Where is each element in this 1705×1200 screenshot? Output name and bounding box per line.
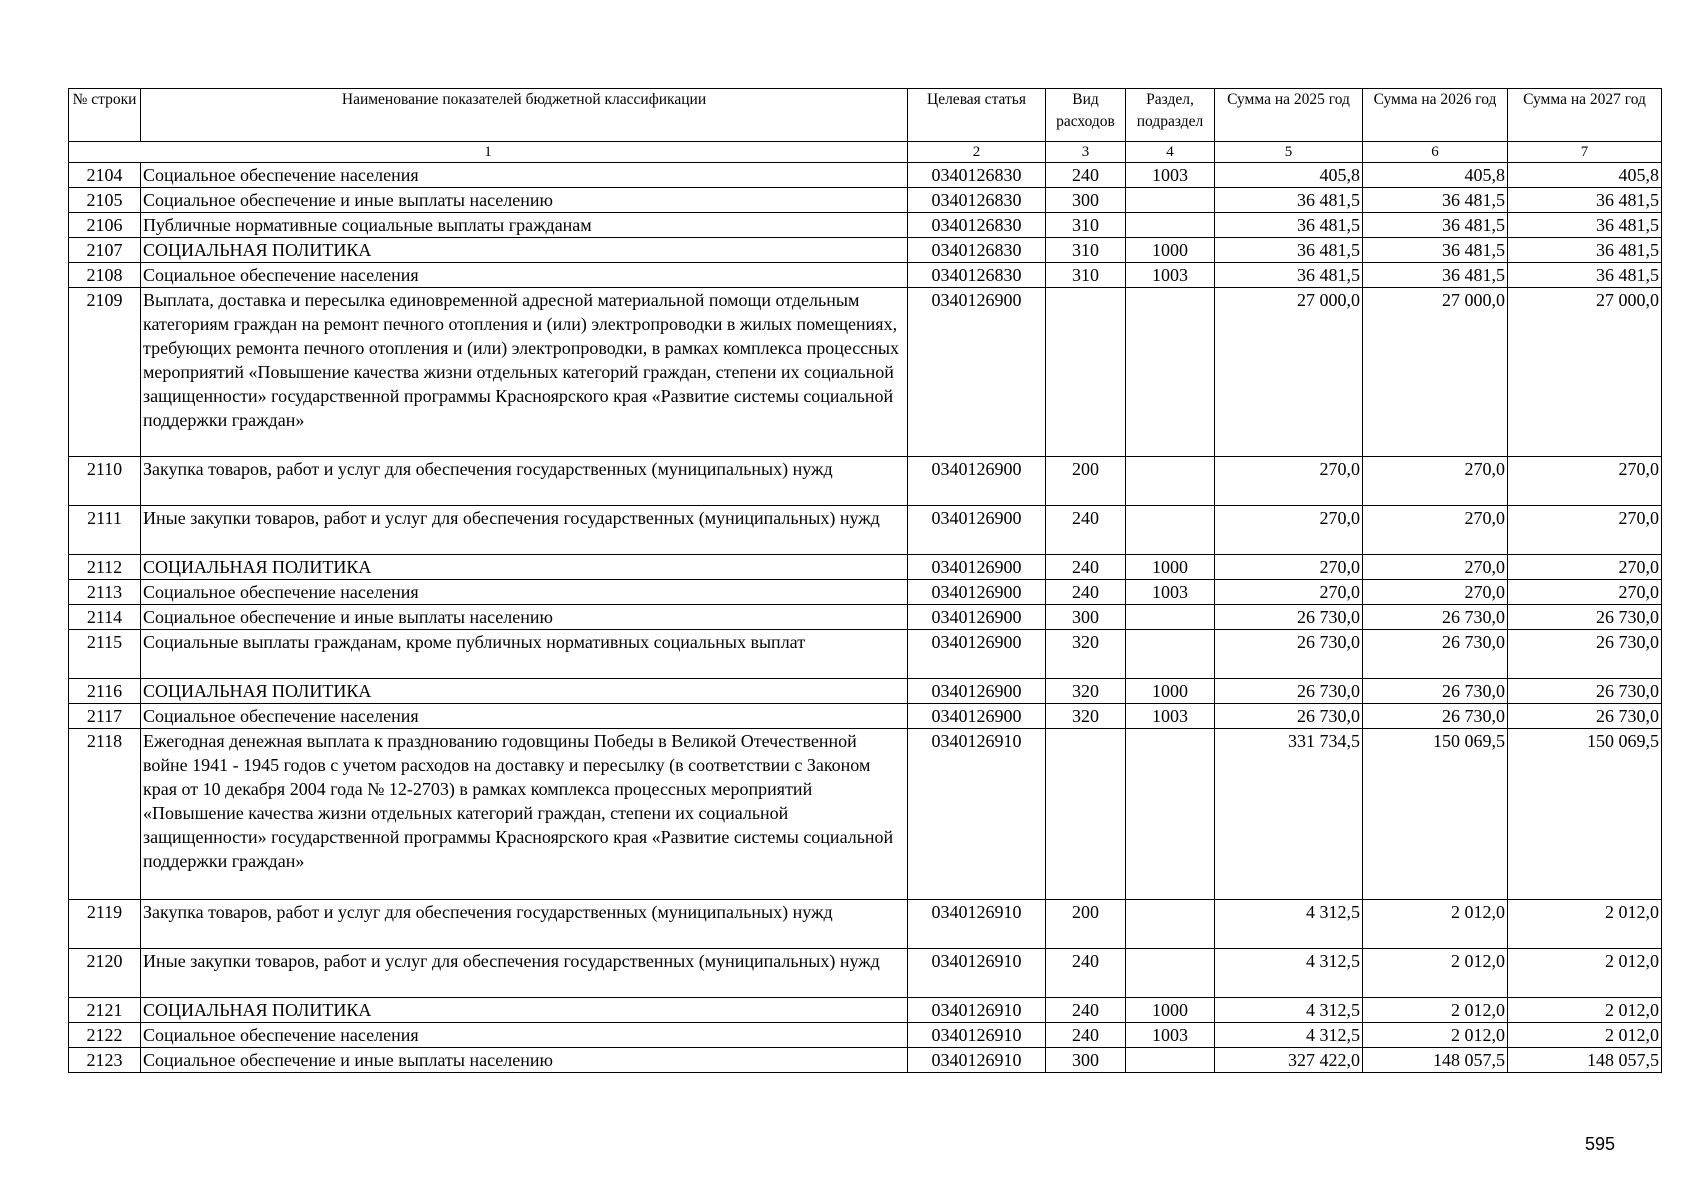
row-number: 2108 <box>69 263 141 288</box>
row-target-code: 0340126910 <box>908 1048 1046 1073</box>
row-sum-2027: 36 481,5 <box>1508 213 1662 238</box>
table-row <box>69 188 1662 213</box>
row-expense-type: 300 <box>1046 188 1126 213</box>
row-sum-2025: 36 481,5 <box>1215 213 1363 238</box>
header-name: Наименование показателей бюджетной классификации <box>141 89 908 142</box>
row-sum-2026: 26 730,0 <box>1363 605 1508 630</box>
header-expense-type: Вид расходов <box>1046 89 1126 142</box>
row-number: 2111 <box>69 506 141 555</box>
row-sum-2027: 2 012,0 <box>1508 1023 1662 1048</box>
row-section <box>1126 213 1215 238</box>
row-sum-2026: 270,0 <box>1363 580 1508 605</box>
row-expense-type: 200 <box>1046 900 1126 949</box>
row-sum-2025: 27 000,0 <box>1215 288 1363 457</box>
row-sum-2026: 270,0 <box>1363 457 1508 506</box>
row-sum-2026: 270,0 <box>1363 506 1508 555</box>
row-sum-2027: 36 481,5 <box>1508 188 1662 213</box>
row-name: Социальное обеспечение населения <box>141 580 908 605</box>
row-sum-2025: 270,0 <box>1215 457 1363 506</box>
row-expense-type: 300 <box>1046 1048 1126 1073</box>
row-section <box>1126 729 1215 900</box>
row-sum-2027: 148 057,5 <box>1508 1048 1662 1073</box>
column-number-1: 1 <box>69 142 908 163</box>
row-name: Закупка товаров, работ и услуг для обеспечения государственных (муниципальных) нужд <box>141 457 908 506</box>
table-row <box>69 729 1662 900</box>
row-name: Социальное обеспечение и иные выплаты населению <box>141 188 908 213</box>
row-target-code: 0340126900 <box>908 555 1046 580</box>
row-expense-type <box>1046 729 1126 900</box>
row-section: 1000 <box>1126 238 1215 263</box>
row-target-code: 0340126900 <box>908 457 1046 506</box>
row-target-code: 0340126910 <box>908 900 1046 949</box>
row-name: Иные закупки товаров, работ и услуг для обеспечения государственных (муниципальных) нужд <box>141 949 908 998</box>
row-section: 1000 <box>1126 998 1215 1023</box>
row-sum-2025: 270,0 <box>1215 506 1363 555</box>
column-number-3: 3 <box>1046 142 1126 163</box>
row-sum-2026: 270,0 <box>1363 555 1508 580</box>
row-expense-type: 240 <box>1046 555 1126 580</box>
row-sum-2027: 270,0 <box>1508 457 1662 506</box>
row-number: 2113 <box>69 580 141 605</box>
row-name: Иные закупки товаров, работ и услуг для обеспечения государственных (муниципальных) нужд <box>141 506 908 555</box>
row-expense-type: 300 <box>1046 605 1126 630</box>
row-section: 1003 <box>1126 1023 1215 1048</box>
row-sum-2027: 270,0 <box>1508 580 1662 605</box>
row-target-code: 0340126900 <box>908 605 1046 630</box>
column-number-2: 2 <box>908 142 1046 163</box>
row-section <box>1126 188 1215 213</box>
row-sum-2026: 27 000,0 <box>1363 288 1508 457</box>
row-name: Выплата, доставка и пересылка единовременной адресной материальной помощи отдельным категориям граждан на ремонт печного отопления и (или) электропроводки в жилых помещениях, требующих ремонта печного отопления и (или) электропроводки, в рамках комплекса процессных мероприятий «Повышение качества жизни отдельных категорий граждан, степени их социальной защищенности» государственной программы Красноярского края «Развитие системы социальной поддержки граждан» <box>141 288 908 457</box>
row-sum-2025: 4 312,5 <box>1215 949 1363 998</box>
row-sum-2027: 2 012,0 <box>1508 998 1662 1023</box>
row-number: 2107 <box>69 238 141 263</box>
row-sum-2025: 26 730,0 <box>1215 605 1363 630</box>
page-number: 595 <box>1585 1134 1616 1154</box>
row-expense-type: 310 <box>1046 213 1126 238</box>
row-target-code: 0340126910 <box>908 729 1046 900</box>
row-sum-2026: 36 481,5 <box>1363 188 1508 213</box>
row-name: Публичные нормативные социальные выплаты гражданам <box>141 213 908 238</box>
row-section: 1000 <box>1126 555 1215 580</box>
row-section: 1003 <box>1126 163 1215 188</box>
row-sum-2025: 4 312,5 <box>1215 1023 1363 1048</box>
row-sum-2027: 150 069,5 <box>1508 729 1662 900</box>
header-section: Раздел, подраздел <box>1126 89 1215 142</box>
budget-sheet <box>68 88 1661 1073</box>
row-target-code: 0340126910 <box>908 949 1046 998</box>
row-sum-2027: 26 730,0 <box>1508 679 1662 704</box>
row-sum-2025: 26 730,0 <box>1215 704 1363 729</box>
row-target-code: 0340126900 <box>908 506 1046 555</box>
table-row <box>69 238 1662 263</box>
row-number: 2110 <box>69 457 141 506</box>
row-sum-2026: 2 012,0 <box>1363 998 1508 1023</box>
row-target-code: 0340126900 <box>908 288 1046 457</box>
table-row <box>69 163 1662 188</box>
row-sum-2025: 327 422,0 <box>1215 1048 1363 1073</box>
row-target-code: 0340126900 <box>908 704 1046 729</box>
row-sum-2026: 36 481,5 <box>1363 213 1508 238</box>
row-name: СОЦИАЛЬНАЯ ПОЛИТИКА <box>141 998 908 1023</box>
row-sum-2026: 26 730,0 <box>1363 630 1508 679</box>
row-sum-2027: 270,0 <box>1508 506 1662 555</box>
row-name: СОЦИАЛЬНАЯ ПОЛИТИКА <box>141 679 908 704</box>
table-row <box>69 630 1662 679</box>
row-target-code: 0340126830 <box>908 188 1046 213</box>
row-sum-2026: 2 012,0 <box>1363 1023 1508 1048</box>
header-sum-2027: Сумма на 2027 год <box>1508 89 1662 142</box>
row-number: 2105 <box>69 188 141 213</box>
row-sum-2027: 2 012,0 <box>1508 949 1662 998</box>
row-expense-type: 240 <box>1046 1023 1126 1048</box>
row-sum-2025: 26 730,0 <box>1215 679 1363 704</box>
row-sum-2026: 36 481,5 <box>1363 263 1508 288</box>
row-name: Ежегодная денежная выплата к празднованию годовщины Победы в Великой Отечественной войне 1941 - 1945 годов с учетом расходов на доставку и пересылку (в соответствии с Законом края от 10 декабря 2004 года № 12-2703) в рамках комплекса процессных мероприятий «Повышение качества жизни отдельных категорий граждан, степени их социальной защищенности» государственной программы Красноярского края «Развитие системы социальной поддержки граждан» <box>141 729 908 900</box>
header-row-no: № строки <box>69 89 141 142</box>
row-expense-type: 240 <box>1046 506 1126 555</box>
row-expense-type: 310 <box>1046 238 1126 263</box>
budget-table <box>68 88 1662 1073</box>
row-section: 1003 <box>1126 704 1215 729</box>
row-sum-2026: 2 012,0 <box>1363 949 1508 998</box>
row-sum-2025: 36 481,5 <box>1215 238 1363 263</box>
row-sum-2026: 26 730,0 <box>1363 704 1508 729</box>
row-sum-2026: 405,8 <box>1363 163 1508 188</box>
row-target-code: 0340126900 <box>908 580 1046 605</box>
row-name: Закупка товаров, работ и услуг для обеспечения государственных (муниципальных) нужд <box>141 900 908 949</box>
row-sum-2026: 148 057,5 <box>1363 1048 1508 1073</box>
row-number: 2117 <box>69 704 141 729</box>
table-row <box>69 288 1662 457</box>
row-sum-2026: 36 481,5 <box>1363 238 1508 263</box>
row-sum-2027: 26 730,0 <box>1508 630 1662 679</box>
row-section <box>1126 605 1215 630</box>
row-number: 2104 <box>69 163 141 188</box>
row-expense-type: 240 <box>1046 949 1126 998</box>
row-expense-type: 240 <box>1046 163 1126 188</box>
row-number: 2123 <box>69 1048 141 1073</box>
column-number-4: 4 <box>1126 142 1215 163</box>
table-row <box>69 1048 1662 1073</box>
header-sum-2026: Сумма на 2026 год <box>1363 89 1508 142</box>
row-section: 1003 <box>1126 263 1215 288</box>
row-section <box>1126 949 1215 998</box>
row-section <box>1126 506 1215 555</box>
row-name: Социальное обеспечение населения <box>141 163 908 188</box>
row-number: 2118 <box>69 729 141 900</box>
row-target-code: 0340126910 <box>908 998 1046 1023</box>
row-target-code: 0340126830 <box>908 163 1046 188</box>
table-header <box>69 89 1662 163</box>
row-number: 2121 <box>69 998 141 1023</box>
row-name: Социальное обеспечение и иные выплаты населению <box>141 1048 908 1073</box>
table-row <box>69 1023 1662 1048</box>
row-name: СОЦИАЛЬНАЯ ПОЛИТИКА <box>141 238 908 263</box>
row-section <box>1126 900 1215 949</box>
row-sum-2025: 36 481,5 <box>1215 263 1363 288</box>
row-target-code: 0340126830 <box>908 263 1046 288</box>
row-sum-2025: 270,0 <box>1215 580 1363 605</box>
row-expense-type: 320 <box>1046 630 1126 679</box>
row-name: Социальное обеспечение и иные выплаты населению <box>141 605 908 630</box>
row-section <box>1126 1048 1215 1073</box>
column-number-5: 5 <box>1215 142 1363 163</box>
row-sum-2025: 36 481,5 <box>1215 188 1363 213</box>
row-sum-2025: 331 734,5 <box>1215 729 1363 900</box>
row-number: 2114 <box>69 605 141 630</box>
header-target: Целевая статья <box>908 89 1046 142</box>
row-sum-2025: 26 730,0 <box>1215 630 1363 679</box>
row-name: Социальное обеспечение населения <box>141 1023 908 1048</box>
row-name: Социальное обеспечение населения <box>141 704 908 729</box>
row-target-code: 0340126900 <box>908 679 1046 704</box>
row-section <box>1126 457 1215 506</box>
row-sum-2027: 405,8 <box>1508 163 1662 188</box>
row-sum-2027: 36 481,5 <box>1508 238 1662 263</box>
table-row <box>69 998 1662 1023</box>
row-number: 2106 <box>69 213 141 238</box>
row-number: 2112 <box>69 555 141 580</box>
row-number: 2116 <box>69 679 141 704</box>
row-expense-type: 200 <box>1046 457 1126 506</box>
row-number: 2122 <box>69 1023 141 1048</box>
table-row <box>69 949 1662 998</box>
row-expense-type: 320 <box>1046 704 1126 729</box>
row-sum-2027: 270,0 <box>1508 555 1662 580</box>
row-expense-type: 320 <box>1046 679 1126 704</box>
row-name: Социальное обеспечение населения <box>141 263 908 288</box>
row-sum-2027: 26 730,0 <box>1508 605 1662 630</box>
row-sum-2026: 2 012,0 <box>1363 900 1508 949</box>
row-sum-2025: 405,8 <box>1215 163 1363 188</box>
row-target-code: 0340126900 <box>908 630 1046 679</box>
row-sum-2025: 4 312,5 <box>1215 900 1363 949</box>
row-expense-type <box>1046 288 1126 457</box>
row-target-code: 0340126910 <box>908 1023 1046 1048</box>
table-row <box>69 506 1662 555</box>
table-row <box>69 900 1662 949</box>
row-section: 1000 <box>1126 679 1215 704</box>
row-sum-2025: 270,0 <box>1215 555 1363 580</box>
table-row <box>69 679 1662 704</box>
table-row <box>69 555 1662 580</box>
row-sum-2026: 150 069,5 <box>1363 729 1508 900</box>
table-row <box>69 263 1662 288</box>
row-section: 1003 <box>1126 580 1215 605</box>
row-sum-2026: 26 730,0 <box>1363 679 1508 704</box>
row-expense-type: 310 <box>1046 263 1126 288</box>
table-row <box>69 605 1662 630</box>
row-expense-type: 240 <box>1046 998 1126 1023</box>
row-expense-type: 240 <box>1046 580 1126 605</box>
table-row <box>69 580 1662 605</box>
row-sum-2027: 36 481,5 <box>1508 263 1662 288</box>
header-sum-2025: Сумма на 2025 год <box>1215 89 1363 142</box>
row-section <box>1126 630 1215 679</box>
row-number: 2115 <box>69 630 141 679</box>
row-section <box>1126 288 1215 457</box>
row-target-code: 0340126830 <box>908 238 1046 263</box>
table-body <box>69 163 1662 1073</box>
column-number-6: 6 <box>1363 142 1508 163</box>
row-number: 2120 <box>69 949 141 998</box>
row-sum-2027: 26 730,0 <box>1508 704 1662 729</box>
table-row <box>69 213 1662 238</box>
row-name: СОЦИАЛЬНАЯ ПОЛИТИКА <box>141 555 908 580</box>
table-row <box>69 457 1662 506</box>
row-number: 2109 <box>69 288 141 457</box>
row-number: 2119 <box>69 900 141 949</box>
table-row <box>69 704 1662 729</box>
column-number-7: 7 <box>1508 142 1662 163</box>
row-sum-2027: 27 000,0 <box>1508 288 1662 457</box>
row-sum-2025: 4 312,5 <box>1215 998 1363 1023</box>
row-name: Социальные выплаты гражданам, кроме публичных нормативных социальных выплат <box>141 630 908 679</box>
row-target-code: 0340126830 <box>908 213 1046 238</box>
row-sum-2027: 2 012,0 <box>1508 900 1662 949</box>
